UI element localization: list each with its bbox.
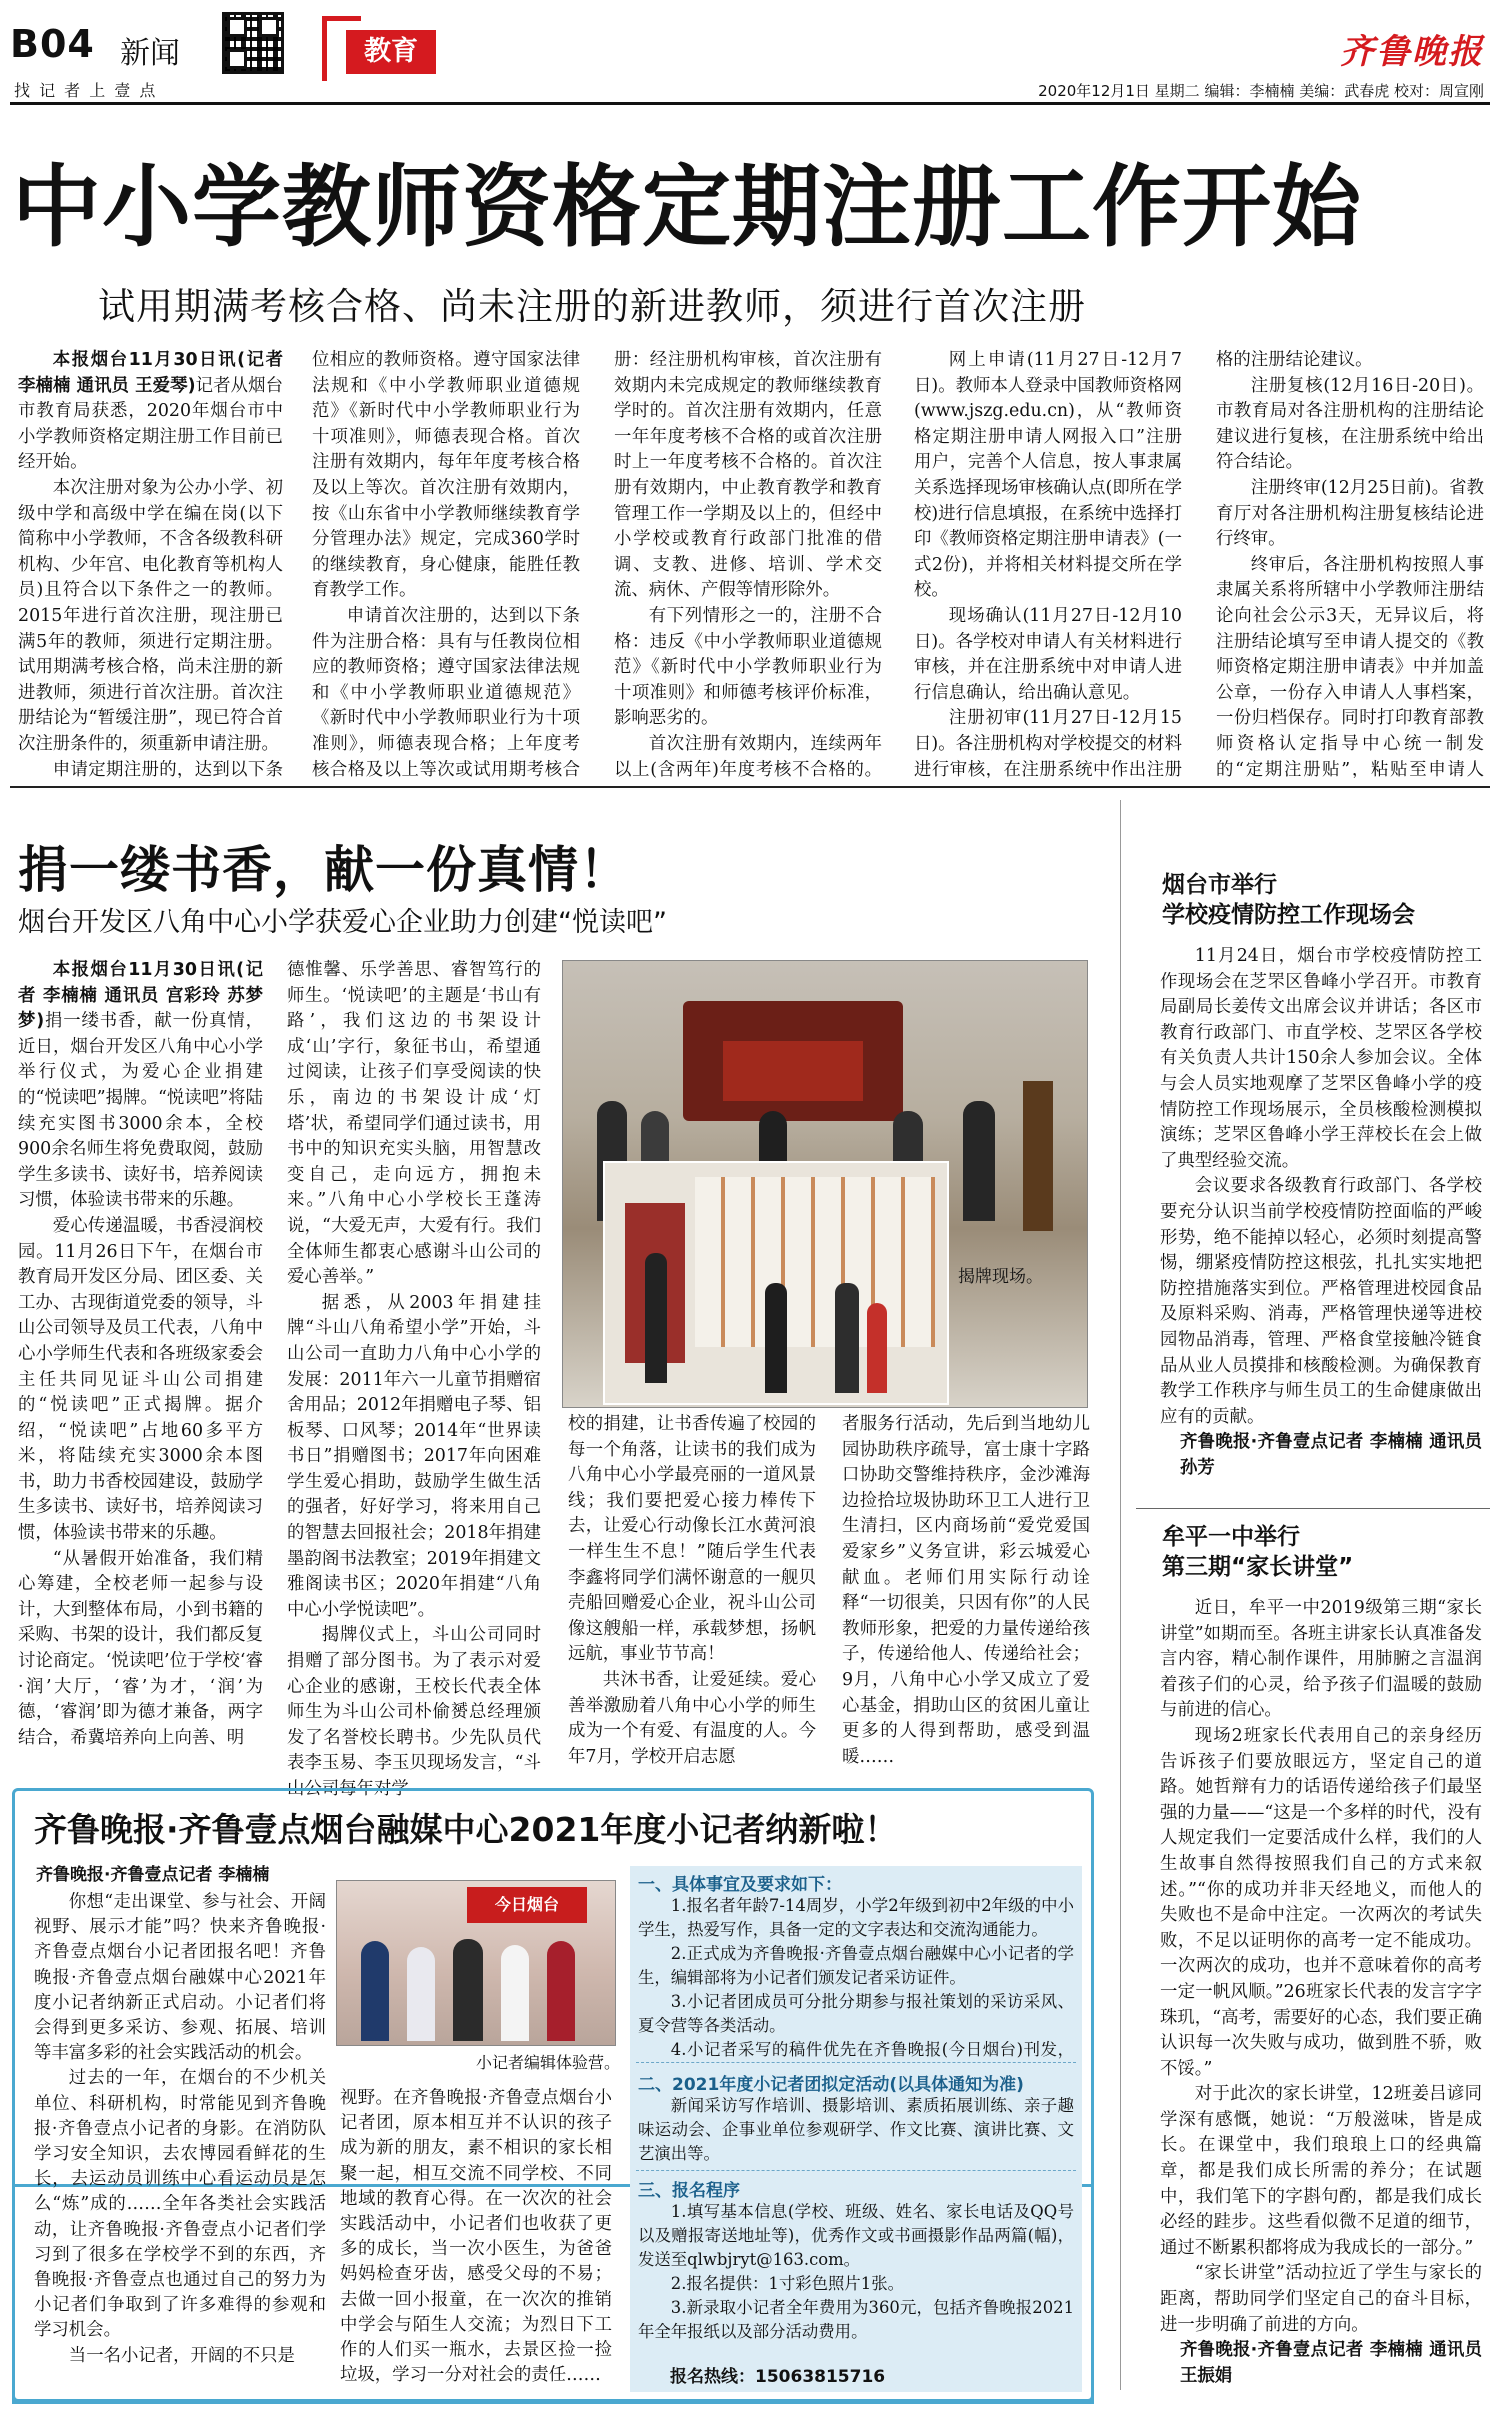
byline: 本报烟台11月30日讯(记者 李楠楠 通讯员 宫彩玲 苏梦梦) [18,960,263,1032]
reporter-credit: 齐鲁晚报·齐鲁壹点记者 李楠楠 通讯员 王振娟 [1180,2340,1482,2386]
recruit-paragraph: 过去的一年，在烟台的不少机关单位、科研机构，时常能见到齐鲁晚报·齐鲁壹点小记者的身影。在消防队学习安全知识，去农博园看鲜花的生长，去运动员训练中心看运动员是怎么“炼”成的……全年各类社会实践活动，让齐鲁晚报·齐鲁壹点小记者们学习到了很多在学校学不到的东西，齐鲁晚报·齐鲁壹点也通过自己的努力为小记者们争取到了许多难得的参观和学习机会。 [34,2068,326,2341]
info-item: 新闻采访写作培训、摄影培训、素质拓展训练、亲子趣味运动会、企事业单位参观研学、作文比赛、演讲比赛、文艺演出等。 [638,2096,1074,2163]
lead-column-4 [914,348,1182,778]
photo-banner: 今日烟台 [467,1887,587,1923]
sidebar-paragraph: “家长讲堂”活动拉近了学生与家长的距离，帮助同学们坚定自己的奋斗目标，进一步明确了前进的方向。 [1160,2263,1482,2335]
sidebar-divider [1120,800,1121,2390]
lead-paragraph: 首次注册有效期内，连续两年以上(含两年)年度考核不合格的。 [614,733,882,778]
topic-tag: 教育 [346,30,436,74]
page-number: B04 [10,22,95,66]
info-item: 2.报名提供：1寸彩色照片1张。 [670,2274,904,2293]
lead-column-3 [614,348,882,778]
sidebar-rule [1136,1508,1490,1509]
lead-column-2 [312,348,580,778]
recruit-left-column [34,1890,326,2390]
sidebar-paragraph: 会议要求各级教育行政部门、各学校要充分认识当前学校疫情防控面临的严峻形势，绝不能掉以轻心，必须时刻提高警惕，绷紧疫情防控这根弦，扎扎实实地把防控措施落实到位。严格管理进校园食品及原料采购、消毒，严格管理快递等进校园物品消毒，管理、严格食堂接触冷链食品从业人员摸排和核酸检测。为确保教育教学工作秩序与师生员工的生命健康做出应有的贡献。 [1160,1176,1482,1427]
recruit-headline: 齐鲁晚报·齐鲁壹点烟台融媒中心2021年度小记者纳新啦！ [34,1810,898,1849]
reporter-credit: 齐鲁晚报·齐鲁壹点记者 李楠楠 通讯员 孙芳 [1180,1432,1482,1478]
story2-paragraph: 共沐书香，让爱延续。爱心善举激励着八角中心小学的师生成为一个有爱、有温度的人。今年7月，学校开启志愿 [568,1669,816,1767]
qr-code-icon[interactable] [222,12,284,74]
header-slogan: 找 记 者 上 壹 点 [14,81,158,100]
lead-paragraph: 本次注册对象为公办小学、初级中学和高级中学在编在岗(以下简称中小学教师，不含各级教科研机构、少年宫、电化教育等机构人员)且符合以下条件之一的教师。2015年进行首次注册，现注册已满5年的教师，须进行定期注册。试用期满考核合格，尚未注册的新进教师，须进行首次注册。首次注册结论为“暂缓注册”，现已符合首次注册条件的，须重新申请注册。 [18,477,283,754]
lead-paragraph: 有下列情形之一的，注册不合格：违反《中小学教师职业道德规范》《新时代中小学教师职业行为十项准则》和师德考核评价标准，影响恶劣的。 [614,605,882,729]
story2-paragraph: 者服务行活动，先后到当地幼儿园协助秩序疏导，富士康十字路口协助交警维持秩序，金沙滩海边捡拾垃圾协助环卫工人进行卫生清扫，区内商场前“爱党爱国爱家乡”义务宣讲，彩云城爱心献血。老师们用实际行动诠释“一切很美，只因有你”的人民教师形象，把爱的力量传递给孩子，传递给他人、传递给社会；9月，八角中心小学又成立了爱心基金，捐助山区的贫困儿童让更多的人得到帮助，感受到温暖…… [842,1414,1090,1767]
header-rule [10,102,1490,105]
recruit-paragraph: 视野。在齐鲁晚报·齐鲁壹点烟台小记者团，原本相互并不认识的孩子成为新的朋友，素不相识的家长相聚一起，相互交流不同学校、不同地域的教育心得。在一次次的社会实践活动中，小记者们也收获了更多的成长，当一次小医生，为爸爸妈妈检查牙齿，感受父母的不易；去做一回小报童，在一次次的推销中学会与陌生人交流；为烈日下工作的人们买一瓶水，去景区捡一捡垃圾，学习一分对社会的责任…… [340,2088,612,2386]
info-section-3-head: 三、报名程序 [638,2181,740,2201]
sidebar-story1-body [1160,944,1482,1504]
lead-column-1 [18,348,283,778]
sidebar-paragraph: 现场2班家长代表用自己的亲身经历告诉孩子们要放眼远方，坚定自己的道路。她哲辩有力的话语传递给孩子们最坚强的力量——“这是一个多样的时代，没有人规定我们一定要活成什么样，我们的人生故事自然得按照我们自己的方式来叙述。”“你的成功并非天经地义，而他人的失败也不是命中注定。一次两次的考试失败，不足以证明你的高考一定不能成功。一次两次的成功，也并不意味着你的高考一定一帆风顺。”26班家长代表的发言字字珠玑，“高考，需要好的心态，我们要正确认识每一次失败与成功，做到胜不骄，败不馁。” [1160,1725,1482,2079]
lead-paragraph: 注册复核(12月16日-20日)。市教育局对各注册机构的注册结论建议进行复核，在注册系统中给出符合结论。 [1216,375,1484,473]
inset-photo [603,1161,949,1405]
info-section-2-list [638,2094,1074,2168]
sidebar-story1-title-2: 学校疫情防控工作现场会 [1162,902,1415,928]
unveiling-photo [562,960,1088,1408]
info-item: 4.小记者采写的稿件优先在齐鲁晚报(今日烟台)刊发， [670,2040,1074,2059]
info-item: 2.正式成为齐鲁晚报·齐鲁壹点烟台融媒中心小记者的学生，编辑部将为小记者们颁发记者采访证件。 [638,1944,1074,1987]
recruit-byline: 齐鲁晚报·齐鲁壹点记者 李楠楠 [36,1865,270,1885]
story2-paragraph: 据悉，从2003年捐建挂牌“斗山八角希望小学”开始，斗山公司一直助力八角中心小学的发展：2011年六一儿童节捐赠宿舍用品；2012年捐赠电子琴、铝板琴、口风琴；2014年“世界读书日”捐赠图书；2017年向困难学生爱心捐助，鼓励学生做生活的强者，好好学习，将来用自己的智慧去回报社会；2018年捐建墨韵阁书法教室；2019年捐建文雅阁读书区；2020年捐建“八角中心小学悦读吧”。 [287,1292,541,1620]
lead-paragraph: 注册初审(11月27日-12月15日)。各注册机构对学校提交的材料进行审核，在注册系统中作出注册 [914,708,1182,778]
sidebar-story2-body [1160,1596,1482,2402]
recruit-paragraph: 你想“走出课堂、参与社会、开阔视野、展示才能”吗？快来齐鲁晚报·齐鲁壹点烟台小记者团报名吧！齐鲁晚报·齐鲁壹点烟台融媒中心2021年度小记者纳新正式启动。小记者们将会得到更多采访、参观、拓展、培训等丰富多彩的社会实践活动的机会。 [34,1892,326,2064]
info-section-1-list [638,1894,1074,2060]
recruit-info-panel [630,1866,1082,2392]
sidebar-paragraph: 对于此次的家长讲堂，12班姜吕谚同学深有感慨，她说：“万般滋味，皆是成长。在课堂中，我们琅琅上口的经典篇章，都是我们成长所需的养分；在试题中，我们笔下的字斟句酌，都是我们成长必经的跬步。这些看似微不足道的细节，通过不断累积都将成为我成长的一部分。” [1160,2084,1482,2258]
sidebar-paragraph: 11月24日，烟台市学校疫情防控工作现场会在芝罘区鲁峰小学召开。市教育局副局长姜传文出席会议并讲话；各区市教育行政部门、市直学校、芝罘区各学校有关负责人共计150余人参加会议。全体与会人员实地观摩了芝罘区鲁峰小学的疫情防控工作现场展示，全员核酸检测模拟演练；芝罘区鲁峰小学王萍校长在会上做了典型经验交流。 [1160,946,1482,1171]
photo-caption: 揭牌现场。 [958,1267,1043,1287]
recruit-paragraph: 当一名小记者，开阔的不只是 [68,2345,295,2366]
lead-paragraph: 申请首次注册的，达到以下条件为注册合格：具有与任教岗位相应的教师资格；遵守国家法律法规和《中小学教师职业道德规范》《新时代中小学教师职业行为十项准则》，师德表现合格；上年度考核合格及以上等次或试用期考核合 [312,605,580,778]
reporters-photo [336,1880,616,2046]
lead-bottom-rule [10,786,1490,788]
reporters-photo-caption: 小记者编辑体验营。 [476,2053,621,2072]
info-section-2-head: 二、2021年度小记者团拟定活动(以具体通知为准) [638,2075,1024,2095]
lead-paragraph: 本报烟台11月30日讯(记者 李楠楠 通讯员 王爱琴)记者从烟台市教育局获悉，2020年烟台市中小学教师资格定期注册工作目前已经开始。 [18,350,283,473]
lead-paragraph: 终审后，各注册机构按照人事隶属关系将所辖中小学教师注册结论向社会公示3天，无异议后，将注册结论填写至申请人提交的《教师资格定期注册申请表》中并加盖公章，一份存入申请人人事档案，一份归档保存。同时打印教育部教师资格认定指导中心统一制发的“定期注册贴”，粘贴至申请人 [1216,554,1484,778]
recruit-middle-column [340,2086,612,2392]
sidebar-story1-title-1: 烟台市举行 [1162,872,1277,898]
byline: 本报烟台11月30日讯(记者 李楠楠 通讯员 王爱琴) [18,350,283,396]
story2-headline: 捐一缕书香，献一份真情！ [18,841,630,899]
lead-paragraph: 格的注册结论建议。 [1216,350,1373,370]
lead-paragraph: 注册终审(12月25日前)。省教育厅对各注册机构注册复核结论进行终审。 [1216,477,1484,550]
story2-paragraph: “从暑假开始准备，我们精心筹建，全校老师一起参与设计，大到整体布局，小到书籍的采购、书架的设计，我们都反复讨论商定。‘悦读吧’位于学校‘睿·润’大厅，‘睿’为才，‘润’为德，‘睿润’即为德才兼备，两字结合，希冀培养向上向善、明 [18,1548,263,1748]
story2-subheadline: 烟台开发区八角中心小学获爱心企业助力创建“悦读吧” [18,907,667,938]
story2-paragraph: 校的捐建，让书香传遍了校园的每一个角落，让读书的我们成为八角中心小学最亮丽的一道风景线；我们要把爱心接力棒传下去，让爱心行动像长江水黄河浪一样生生不息！”随后学生代表李鑫将同学们满怀谢意的一舰贝壳船回赠爱心企业，祝斗山公司像这艘船一样，承载梦想，扬帆远航，事业节节高！ [568,1414,816,1665]
story2-paragraph: 揭牌仪式上，斗山公司同时捐赠了部分图书。为了表示对爱心企业的感谢，王校长代表全体师生为斗山公司朴偷赟总经理颁发了名誉校长聘书。少先队员代表李玉易、李玉贝现场发言，“斗山公司每年对学 [287,1625,541,1799]
lead-paragraph: 现场确认(11月27日-12月10日)。各学校对申请人有关材料进行审核，并在注册系统中对申请人进行信息确认，给出确认意见。 [914,605,1182,703]
sidebar-paragraph: 近日，牟平一中2019级第三期“家长讲堂”如期而至。各班主讲家长认真准备发言内容，精心制作课件，用肺腑之言温润着孩子们的心灵，给予孩子们温暖的鼓励与前进的信心。 [1160,1598,1482,1721]
lead-paragraph: 位相应的教师资格。遵守国家法律法规和《中小学教师职业道德规范》《新时代中小学教师职业行为十项准则》，师德表现合格。首次注册有效期内，每年年度考核合格及以上等次。首次注册有效期内，按《山东省中小学教师继续教育学分管理办法》规定，完成360学时的继续教育，身心健康，能胜任教育教学工作。 [312,350,580,601]
sidebar-story2-title-2: 第三期“家长讲堂” [1162,1554,1354,1580]
date-line: 2020年12月1日 星期二 编辑：李楠楠 美编：武春虎 校对：周宣刚 [1038,82,1484,100]
info-item: 1.填写基本信息(学校、班级、姓名、家长电话及QQ号以及赠报寄送地址等)，优秀作文或书画摄影作品两篇(幅)，发送至qlwbjryt@163.com。 [638,2202,1074,2269]
story2-paragraph: 德惟馨、乐学善思、睿智笃行的师生。‘悦读吧’的主题是‘书山有路’，我们这边的书架设计成‘山’字行，象征书山，希望通过阅读，让孩子们享受阅读的快乐，南边的书架设计成‘灯塔’状，希望同学们通过读书，用书中的知识充实头脑，用智慧改变自己，走向远方，拥抱未来。”八角中心小学校长王蓬涛说，“大爱无声，大爱有行。我们全体师生都衷心感谢斗山公司的爱心善举。” [287,960,541,1288]
subheadline: 试用期满考核合格、尚未注册的新进教师，须进行首次注册 [98,285,1086,328]
info-section-1-head: 一、具体事宜及要求如下： [638,1875,842,1895]
section-name: 新闻 [120,36,180,71]
lead-paragraph: 册：经注册机构审核，首次注册有效期内未完成规定的教师继续教育学时的。首次注册有效期内，任意一年年度考核不合格的或首次注册时上一年度考核不合格的。首次注册有效期内，中止教育教学和教育管理工作一学期及以上的，但经中小学校或教育行政部门批准的借调、支教、进修、培训、学术交流、病休、产假等情形除外。 [614,350,882,601]
sidebar-story2-title-1: 牟平一中举行 [1162,1524,1300,1550]
story2-paragraph: 本报烟台11月30日讯(记者 李楠楠 通讯员 宫彩玲 苏梦梦)捐一缕书香，献一份真情，近日，烟台开发区八角中心小学举行仪式，为爱心企业捐建的“悦读吧”揭牌。“悦读吧”将陆续充实图书3000余本，全校900余名师生将免费取阅，鼓励学生多读书、读好书，培养阅读习惯，体验读书带来的乐趣。 [18,960,263,1211]
paper-logo: 齐鲁晚报 [1340,32,1484,72]
headline: 中小学教师资格定期注册工作开始 [12,155,1362,259]
signup-hotline[interactable]: 报名热线：15063815716 [670,2367,886,2387]
lead-column-5 [1216,348,1484,778]
story2-paragraph: 爱心传递温暖，书香浸润校园。11月26日下午，在烟台市教育局开发区分局、团区委、关工办、古现街道党委的领导，斗山公司领导及员工代表，八角中心小学师生代表和各班级家委会主任共同见证斗山公司捐建的“悦读吧”正式揭牌。据介绍，“悦读吧”占地60多平方米，将陆续充实3000余本图书，助力书香校园建设，鼓励学生多读书、读好书，培养阅读习惯，体验读书带来的乐趣。 [18,1215,263,1544]
info-item: 1.报名者年龄7-14周岁，小学2年级到初中2年级的中小学生，热爱写作，具备一定的文字表达和交流沟通能力。 [638,1896,1074,1939]
info-section-3-list [638,2200,1074,2360]
lead-paragraph: 申请定期注册的，达到以下条 [52,759,283,778]
info-divider [636,2062,1076,2063]
lead-paragraph: 网上申请(11月27日-12月7日)。教师本人登录中国教师资格网(www.jszg.edu.cn)，从“教师资格定期注册申请人网报入口”注册用户，完善个人信息，按人事隶属关系选择现场审核确认点(即所在学校)进行信息填报，在系统中选择打印《教师资格定期注册申请表》(一式2份)，并将相关材料提交所在学校。 [914,350,1182,601]
info-divider [636,2170,1076,2171]
info-item: 3.小记者团成员可分批分期参与报社策划的采访采风、夏令营等各类活动。 [638,1992,1074,2035]
red-cloth [723,1041,863,1101]
info-item: 3.新录取小记者全年费用为360元，包括齐鲁晚报2021年全年报纸以及部分活动费用。 [638,2298,1074,2341]
